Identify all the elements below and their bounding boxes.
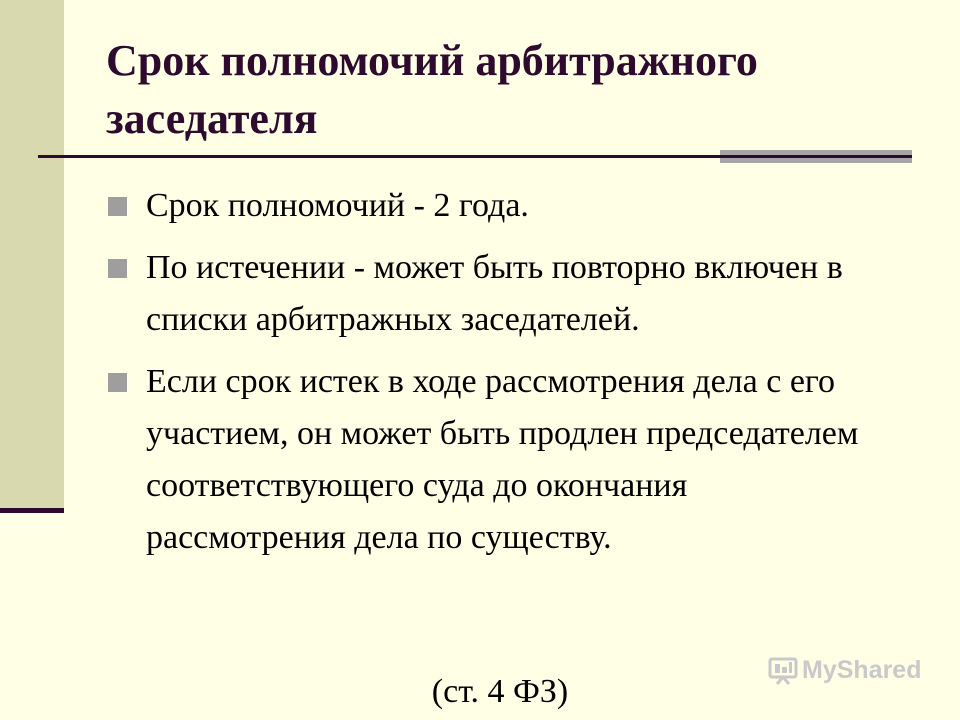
bullet-item — [106, 356, 886, 564]
watermark-text: MyShared — [802, 656, 922, 684]
myshared-watermark — [768, 656, 921, 685]
left-bar-underline — [0, 508, 64, 513]
square-bullet-icon — [108, 197, 127, 216]
title-divider-accent-top — [720, 150, 912, 155]
law-citation: (ст. 4 ФЗ) — [431, 673, 569, 710]
title-divider-accent-bottom — [720, 158, 912, 163]
bullet-list — [106, 180, 886, 574]
bullet-text: Срок полномочий - 2 года. — [146, 187, 529, 224]
left-decorative-bar — [0, 0, 64, 512]
bullet-item — [106, 180, 886, 232]
square-bullet-icon — [108, 373, 127, 392]
slide-title: Срок полномочий арбитражного заседателя — [106, 36, 758, 143]
square-bullet-icon — [108, 259, 127, 278]
bullet-text: Если срок истек в ходе рассмотрения дела с его участием, он может быть продлен председателем соответствующего суда до окончания рассмотрения дела по существу. — [146, 363, 859, 556]
bullet-text: По истечении - может быть повторно включен в списки арбитражных заседателей. — [146, 249, 843, 338]
presentation-screen-icon — [768, 657, 798, 685]
bullet-item — [106, 242, 886, 346]
